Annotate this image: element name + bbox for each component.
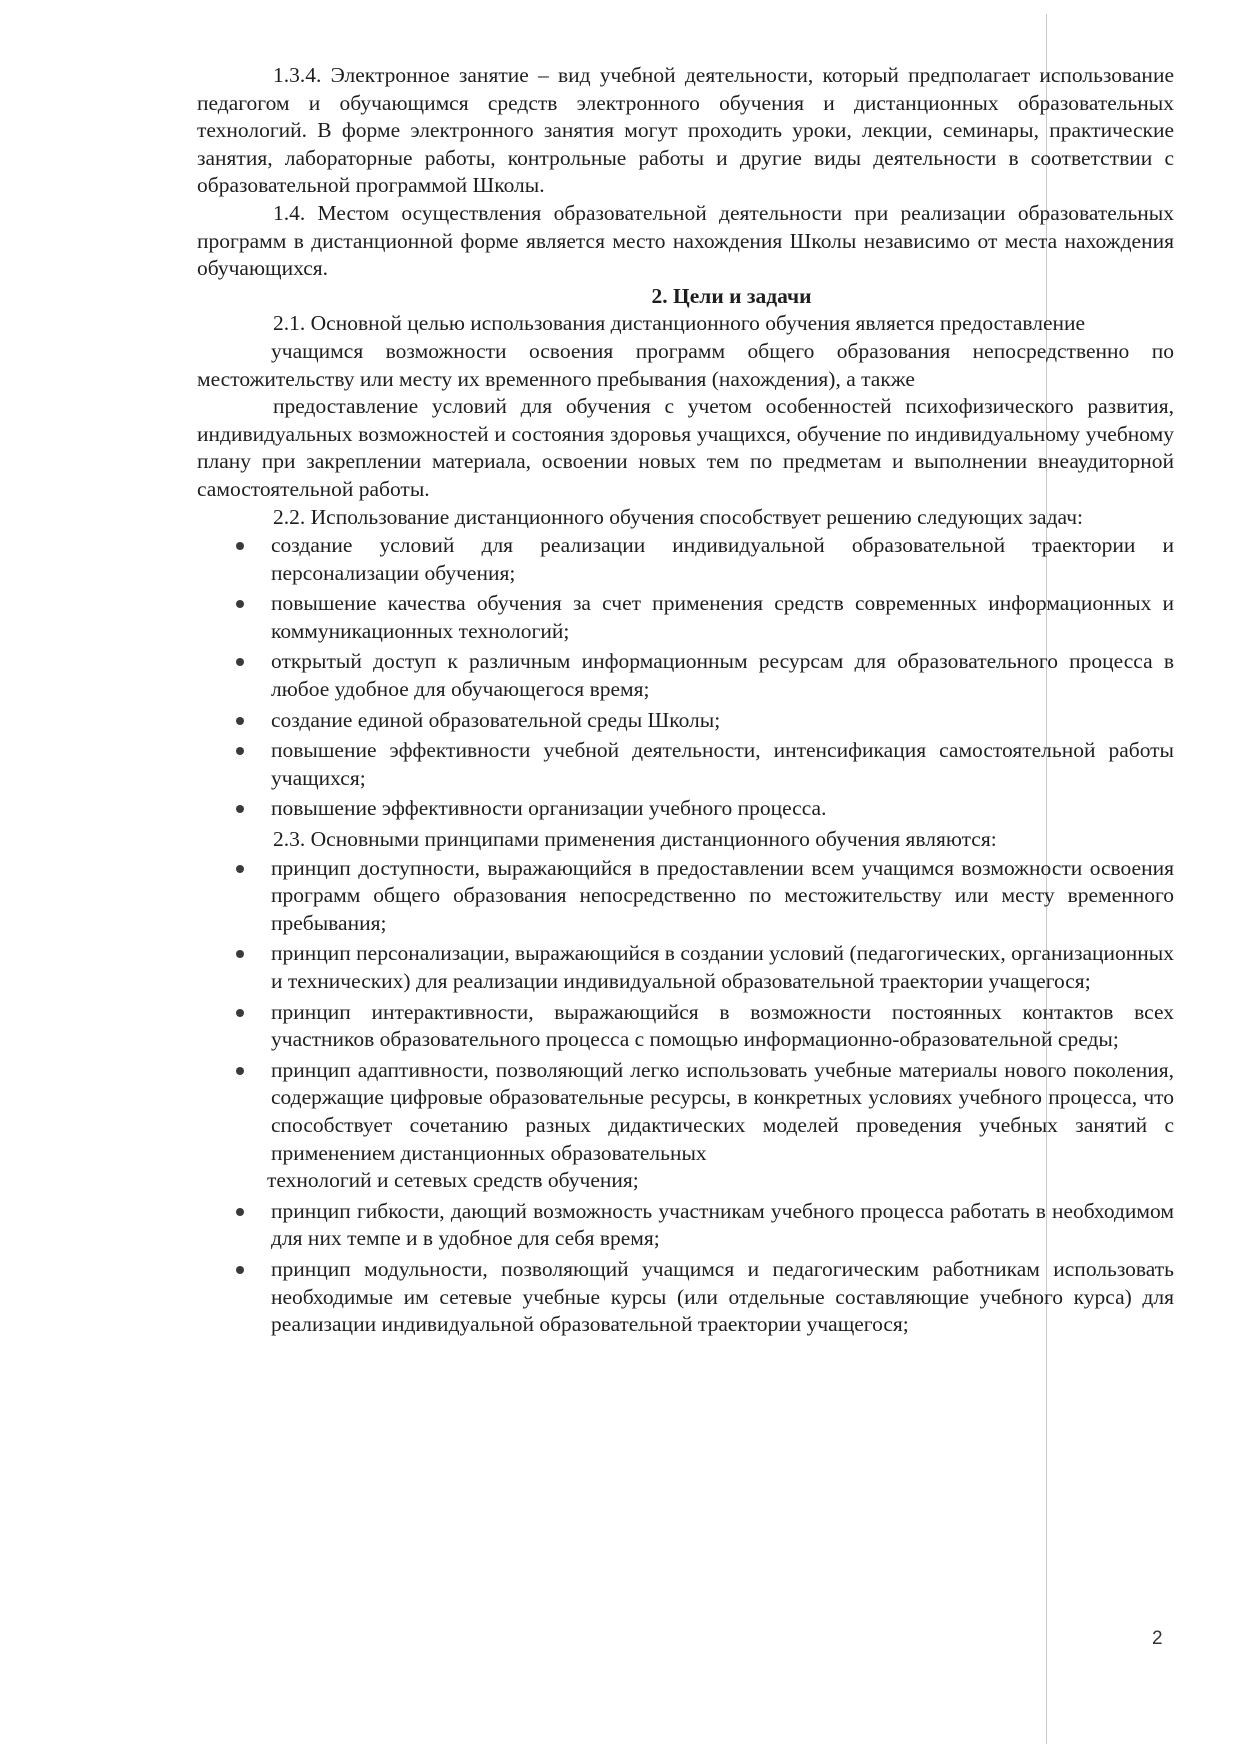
paragraph-2-1-part-c: предоставление условий для обучения с учетом особенностей психофизического развития, индивидуальных возможностей и состояния здоровья учащихся, обучение по индивидуальному учебному плану при закреплении материала, освоении новых тем по предметам и выполнении внеаудиторной самостоятельной работы.	[197, 394, 1174, 501]
paragraph-1-3-4: 1.3.4. Электронное занятие – вид учебной деятельности, который предполагает использование педагогом и обучающимся средств электронного обучения и дистанционных образовательных технологий. В форме электронного занятия могут проходить уроки, лекции, семинары, практические занятия, лабораторные работы, контрольные работы и другие виды деятельности в соответствии с образовательной программой Школы.	[197, 63, 1174, 198]
list-item: открытый доступ к различным информационным ресурсам для образовательного процесса в любое удобное для обучающегося время;	[197, 648, 1174, 703]
list-item: принцип доступности, выражающийся в предоставлении всем учащимся возможности освоения программ общего образования непосредственно по местожительству или месту временного пребывания;	[197, 855, 1174, 938]
list-item: принцип интерактивности, выражающийся в возможности постоянных контактов всех участников образовательного процесса с помощью информационно-образовательной среды;	[197, 999, 1174, 1054]
list-item: создание единой образовательной среды Школы;	[197, 707, 1174, 735]
paragraph-2-3: 2.3. Основными принципами применения дистанционного обучения являются:	[273, 827, 997, 852]
list-item: повышение качества обучения за счет применения средств современных информационных и коммуникационных технологий;	[197, 590, 1174, 645]
list-item: создание условий для реализации индивидуальной образовательной траектории и персонализации обучения;	[197, 532, 1174, 587]
list-item: повышение эффективности учебной деятельности, интенсификация самостоятельной работы учащихся;	[197, 737, 1174, 792]
principles-list-continued	[197, 1198, 1174, 1339]
tasks-list	[197, 532, 1174, 823]
paragraph-1-4: 1.4. Местом осуществления образовательной деятельности при реализации образовательных программ в дистанционной форме является место нахождения Школы независимо от места нахождения обучающихся.	[197, 200, 1174, 281]
paragraph-2-1-part-a: 2.1. Основной целью использования дистанционного обучения является предоставление	[273, 311, 1086, 336]
list-item: принцип гибкости, дающий возможность участникам учебного процесса работать в необходимом для них темпе и в удобное для себя время;	[197, 1198, 1174, 1253]
section-heading: 2. Цели и задачи	[651, 283, 812, 308]
paragraph-2-1-part-b: учащимся возможности освоения программ общего образования непосредственно по местожительству или месту их временного пребывания (нахождения), а также	[197, 338, 1174, 391]
list-item: принцип модульности, позволяющий учащимся и педагогическим работникам использовать необходимые им сетевые учебные курсы (или отдельные составляющие учебного курса) для реализации индивидуальной образовательной траектории учащегося;	[197, 1256, 1174, 1339]
list-item: принцип адаптивности, позволяющий легко использовать учебные материалы нового поколения, содержащие цифровые образовательные ресурсы, в конкретных условиях учебного процесса, что способствует сочетанию разных дидактических моделей проведения учебных занятий с применением дистанционных образовательных	[197, 1057, 1174, 1167]
paragraph-2-2: 2.2. Использование дистанционного обучения способствует решению следующих задач:	[273, 504, 1083, 529]
list-item: принцип персонализации, выражающийся в создании условий (педагогических, организационных и технических) для реализации индивидуальной образовательной траектории учащегося;	[197, 940, 1174, 995]
list-item-continuation: технологий и сетевых средств обучения;	[267, 1168, 639, 1193]
list-item: повышение эффективности организации учебного процесса.	[197, 795, 1174, 823]
page-number: 2	[1152, 1628, 1163, 1649]
page-content	[197, 62, 1174, 1342]
principles-list	[197, 855, 1174, 1168]
